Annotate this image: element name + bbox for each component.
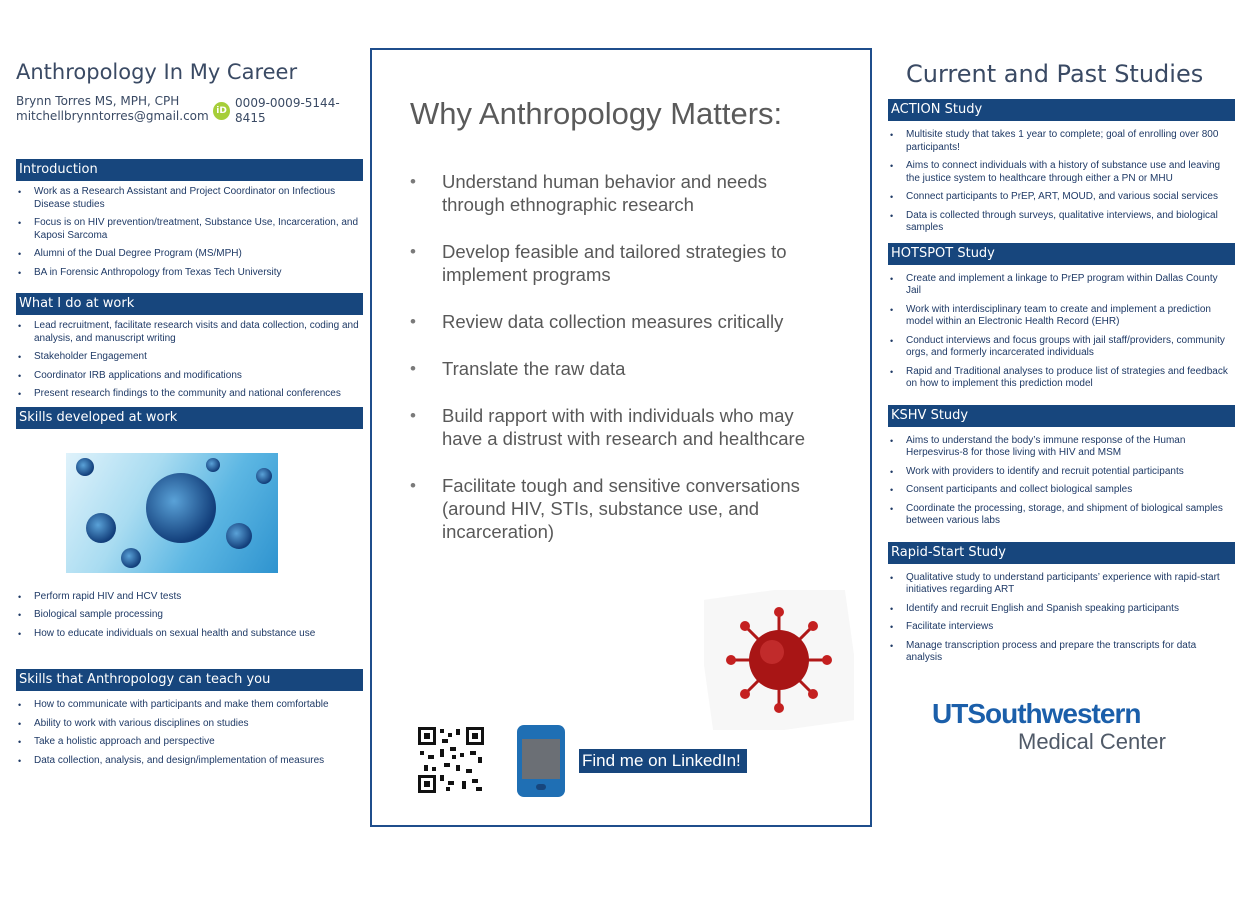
- qr-code[interactable]: [416, 725, 486, 795]
- logo-subtitle: Medical Center: [1018, 728, 1166, 754]
- list-item: • Ability to work with various disciplines on studies: [16, 718, 363, 731]
- list-item: • Alumni of the Dual Degree Program (MS/MPH): [16, 248, 363, 261]
- list-item: • Aims to understand the body’s immune response of the Human Herpesvirus-8 for those living with HIV and MSM: [888, 435, 1235, 460]
- section-introduction: [16, 159, 363, 279]
- list-item: • Identify and recruit English and Spanish speaking participants: [888, 603, 1235, 616]
- list-item: • Work with interdisciplinary team to create and implement a prediction model within an Electronic Health Record (EHR): [888, 304, 1235, 329]
- section-heading: Introduction: [16, 159, 363, 181]
- linkedin-button[interactable]: Find me on LinkedIn!: [579, 749, 747, 773]
- list-item: • BA in Forensic Anthropology from Texas Tech University: [16, 267, 363, 280]
- orcid[interactable]: [213, 96, 363, 126]
- section-heading: Skills developed at work: [16, 407, 363, 429]
- author-email[interactable]: mitchellbrynntorres@gmail.com: [16, 109, 209, 123]
- list-item: • Coordinate the processing, storage, and shipment of biological samples between various labs: [888, 503, 1235, 528]
- list-item: • Coordinator IRB applications and modifications: [16, 370, 363, 383]
- red-virus-icon: [704, 590, 854, 730]
- list-item: • How to educate individuals on sexual health and substance use: [16, 628, 363, 641]
- list-item: • Connect participants to PrEP, ART, MOUD, and various social services: [888, 191, 1235, 204]
- study-action: [888, 99, 1235, 235]
- list-item: • Work with providers to identify and recruit potential participants: [888, 466, 1235, 479]
- list-item: • Aims to connect individuals with a history of substance use and leaving the justice system to healthcare through either a PN or MHU: [888, 160, 1235, 185]
- list-item: • Facilitate tough and sensitive conversations (around HIV, STIs, substance use, and incarceration): [410, 474, 830, 543]
- list-item: • Lead recruitment, facilitate research visits and data collection, coding and analysis, and manuscript writing: [16, 320, 363, 345]
- list-item: • Qualitative study to understand participants’ experience with rapid-start initiatives regarding ART: [888, 572, 1235, 597]
- study-hotspot: [888, 243, 1235, 391]
- study-heading: HOTSPOT Study: [888, 243, 1235, 265]
- study-heading: ACTION Study: [888, 99, 1235, 121]
- list-item: • Translate the raw data: [410, 357, 830, 380]
- logo-title: UTSouthwestern: [932, 697, 1141, 729]
- list-item: • Multisite study that takes 1 year to complete; goal of enrolling over 800 participants!: [888, 129, 1235, 154]
- list-item: • Present research findings to the community and national conferences: [16, 388, 363, 401]
- list-item: • Biological sample processing: [16, 609, 363, 622]
- list-item: • Perform rapid HIV and HCV tests: [16, 591, 363, 604]
- orcid-id: 0009-0009-5144-8415: [235, 96, 340, 125]
- page-title: Anthropology In My Career: [16, 60, 298, 84]
- list-item: • Data collection, analysis, and design/implementation of measures: [16, 755, 363, 768]
- list-item: • Develop feasible and tailored strategies to implement programs: [410, 240, 830, 286]
- utsw-logo: [932, 699, 1235, 755]
- study-rapid-start: [888, 542, 1235, 665]
- reasons-list: [410, 170, 830, 567]
- section-skills-work: [16, 407, 363, 641]
- phone-icon: [517, 725, 565, 797]
- middle-title: Why Anthropology Matters:: [410, 96, 783, 131]
- virus-image: [66, 453, 278, 573]
- list-item: • Focus is on HIV prevention/treatment, Substance Use, Incarceration, and Kaposi Sarcoma: [16, 217, 363, 242]
- list-item: • Work as a Research Assistant and Project Coordinator on Infectious Disease studies: [16, 186, 363, 211]
- list-item: • Data is collected through surveys, qualitative interviews, and biological samples: [888, 210, 1235, 235]
- section-heading: Skills that Anthropology can teach you: [16, 669, 363, 691]
- study-kshv: [888, 405, 1235, 528]
- studies-title: Current and Past Studies: [906, 60, 1204, 88]
- author-name: Brynn Torres MS, MPH, CPH: [16, 94, 180, 108]
- list-item: • Create and implement a linkage to PrEP program within Dallas County Jail: [888, 273, 1235, 298]
- left-column: [16, 60, 363, 773]
- orcid-icon: iD: [213, 102, 230, 120]
- study-heading: KSHV Study: [888, 405, 1235, 427]
- list-item: • Facilitate interviews: [888, 621, 1235, 634]
- list-item: • Take a holistic approach and perspective: [16, 736, 363, 749]
- list-item: • Rapid and Traditional analyses to produce list of strategies and feedback on how to implement this prediction model: [888, 366, 1235, 391]
- middle-panel: [370, 48, 872, 827]
- right-column: [888, 60, 1235, 755]
- list-item: • Consent participants and collect biological samples: [888, 484, 1235, 497]
- list-item: • Build rapport with with individuals who may have a distrust with research and healthcare: [410, 404, 830, 450]
- list-item: • How to communicate with participants and make them comfortable: [16, 699, 363, 712]
- section-anthro-skills: [16, 669, 363, 767]
- list-item: • Stakeholder Engagement: [16, 351, 363, 364]
- section-what-i-do: [16, 293, 363, 401]
- list-item: • Conduct interviews and focus groups with jail staff/providers, community orgs, and formerly incarcerated individuals: [888, 335, 1235, 360]
- list-item: • Review data collection measures critically: [410, 310, 830, 333]
- list-item: • Understand human behavior and needs through ethnographic research: [410, 170, 830, 216]
- author-block: [16, 94, 363, 128]
- list-item: • Manage transcription process and prepare the transcripts for data analysis: [888, 640, 1235, 665]
- study-heading: Rapid-Start Study: [888, 542, 1235, 564]
- section-heading: What I do at work: [16, 293, 363, 315]
